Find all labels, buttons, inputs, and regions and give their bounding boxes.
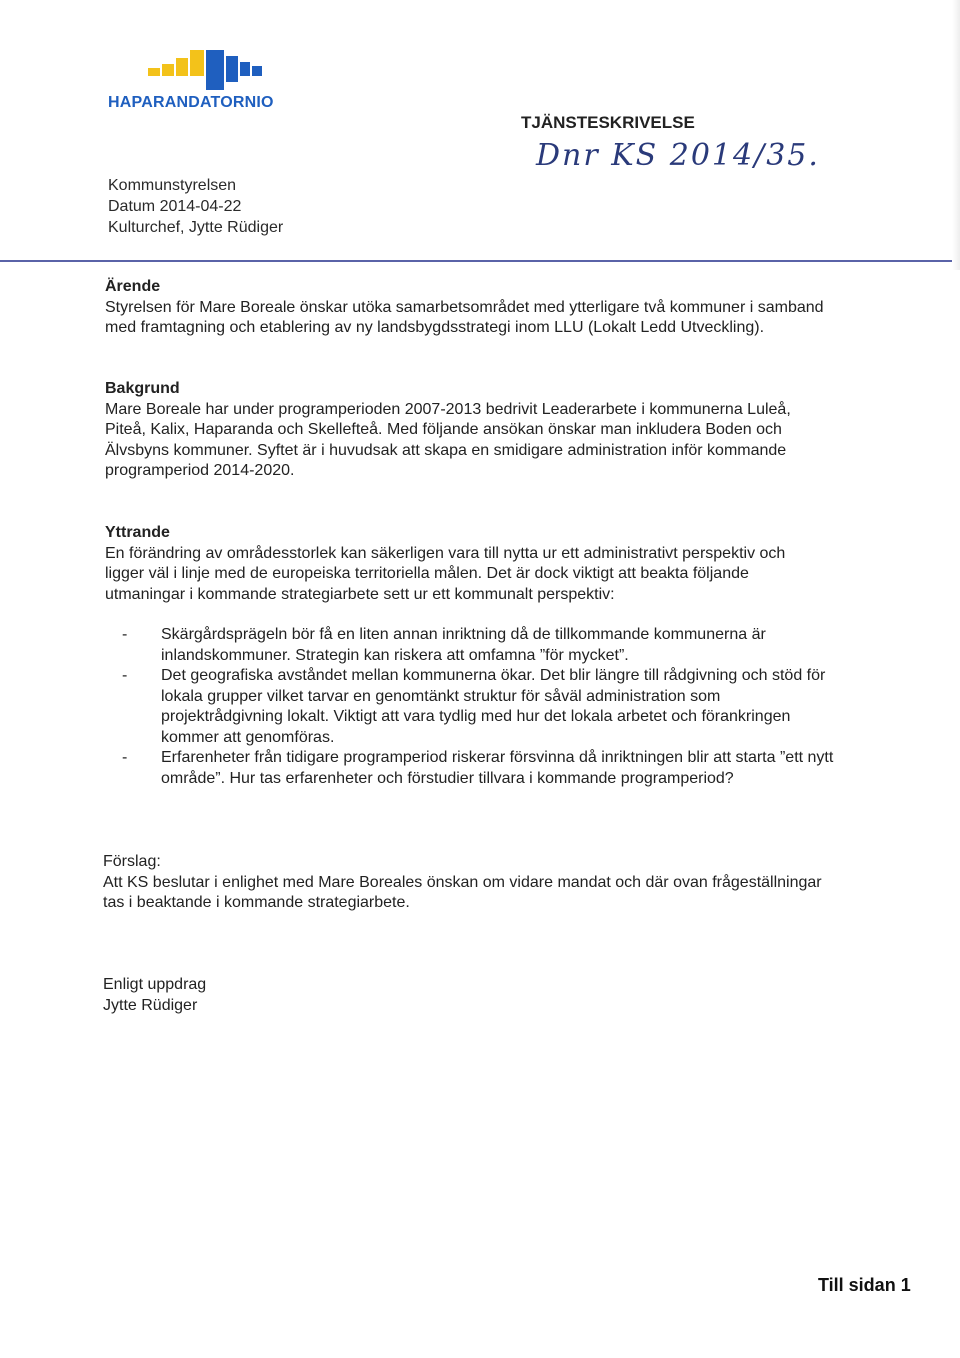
bullet-text: Erfarenheter från tidigare programperiod riskerar försvinna då inriktningen blir att starta ”ett nytt område”. Hur tas erfarenheter och förstudier tillvara i kommande programperiod?: [161, 749, 834, 787]
list-item: [122, 666, 842, 748]
arende-heading: Ärende: [105, 278, 161, 295]
section-forslag: [103, 852, 823, 914]
list-item: [122, 748, 842, 789]
bullet-dash: -: [122, 667, 128, 684]
meta-recipient: Kommunstyrelsen: [108, 177, 237, 194]
bullet-text: Skärgårdsprägeln bör få en liten annan inriktning då de tillkommande kommunerna är inlandskommuner. Strategin kan riskera att omfamna ”för mycket”.: [161, 626, 766, 664]
section-arende: [105, 277, 825, 339]
arende-body: Styrelsen för Mare Boreale önskar utöka samarbetsområdet med ytterligare två kommuner i samband med framtagning och etablering av ny landsbygdsstrategi inom LLU (Lokalt Ledd Utveckling).: [105, 298, 824, 336]
signature-line-1: Enligt uppdrag: [103, 976, 207, 993]
yttrande-body: En förändring av områdesstorlek kan säkerligen vara till nytta ur ett administrativt perspektiv och ligger väl i linje med de europeiska territoriella målen. Det är dock viktigt att beakta följande utmaningar i kommande strategiarbete sett ur ett kommunalt perspektiv:: [105, 544, 786, 603]
list-item: [122, 625, 842, 666]
page-reference: Till sidan 1: [818, 1275, 911, 1295]
signature-name: Jytte Rüdiger: [103, 996, 198, 1014]
bakgrund-body: Mare Boreale har under programperioden 2007-2013 bedrivit Leaderarbete i kommunerna Luleå, Piteå, Kalix, Haparanda och Skellefteå. Med följande ansökan önskar man inkludera Boden och Älvsbyns kommuner. Syftet är i huvudsak att skapa en smidigare administration inför kommande programperiod 2014-2020.: [105, 400, 791, 479]
signature-block: [103, 975, 206, 1016]
bakgrund-heading: Bakgrund: [105, 380, 180, 397]
meta-author: Kulturchef, Jytte Rüdiger: [108, 219, 284, 236]
yttrande-bullet-list: [122, 625, 842, 789]
section-bakgrund: [105, 379, 825, 482]
forslag-body: Att KS beslutar i enlighet med Mare Boreales önskan om vidare mandat och där ovan frågeställningar tas i beaktande i kommande strategiarbete.: [103, 873, 822, 911]
logo-wordmark: HAPARANDATORNIO: [108, 94, 274, 111]
bullet-dash: -: [122, 626, 128, 643]
yttrande-heading: Yttrande: [105, 524, 170, 541]
logo-bars-icon: [148, 44, 278, 90]
header-divider: [0, 260, 960, 262]
scan-edge: [952, 0, 960, 270]
forslag-label: Förslag:: [103, 853, 161, 870]
document-meta: [108, 175, 283, 238]
document-type: TJÄNSTESKRIVELSE: [521, 113, 695, 132]
section-yttrande: [105, 523, 825, 605]
bullet-dash: -: [122, 749, 128, 766]
bullet-text: Det geografiska avståndet mellan kommunerna ökar. Det blir längre till rådgivning och stöd för lokala grupper vilket tarvar en genomtänkt struktur för såväl administration som projektrådgivning lokalt. Viktigt att vara tydlig med hur det lokala arbetet och förankringen kommer att genomföras.: [161, 667, 826, 746]
handwritten-dnr: Dnr KS 2014/35.: [536, 138, 820, 173]
haparanda-tornio-logo: [108, 44, 320, 120]
meta-date: Datum 2014-04-22: [108, 198, 242, 215]
